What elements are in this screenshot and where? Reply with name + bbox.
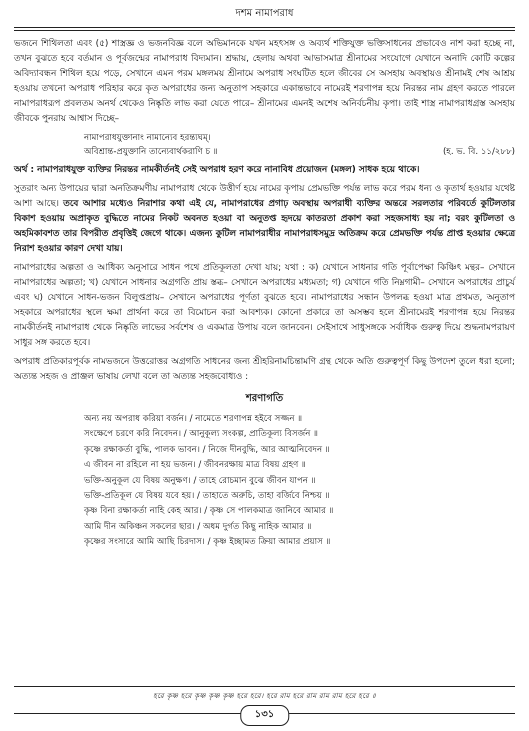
- song-line: কৃষ্ণে রক্ষাকর্তা বুদ্ধি, পালক ভাবন। / নিজে দীনবুদ্ধি, আর আত্মনিবেদন ॥: [84, 444, 330, 455]
- verse-line-2-row: [84, 145, 515, 159]
- page-footer: [14, 686, 515, 723]
- paragraph-hope: [14, 182, 515, 257]
- verse-line-1: নামাপরাধযুক্তানাং নামান্যেব হরন্ত্যঘম্।: [84, 133, 211, 143]
- song-line: এ জীবন না রহিলে না হয় ভজন। / জীবনরক্ষায় মাত্র বিষয় গ্রহণ ॥: [84, 460, 306, 471]
- running-head: দশম নামাপরাধ: [235, 8, 294, 19]
- song-line: ভক্তি-প্রতিকূল যে বিষয় যবে হয়। / তাহাতে অরুচি, তাহা বর্জিবে নিশ্চয় ॥: [84, 491, 330, 502]
- song-line: সংক্ষেপে চরণে করি নিবেদন। / আনুকূল্য সংকল্প, প্রাতিকূল্য বিসর্জন ॥: [84, 429, 318, 440]
- paragraph-advice: অপরাধ প্রতিকারপূর্বক নামভজনে উত্তরোত্তর অগ্রগতি সাধনের জন্য শ্রীহরিনামচিন্তামণি গ্রন্থ থেকে অতি গুরুত্বপূর্ণ কিছু উপদেশ তুলে ধরা হলো; অত্যন্ত সহজ ও প্রাঞ্জল ভাষায় লেখা বলে তা অত্যন্ত সহজবোধ্যও :: [14, 357, 515, 382]
- saranagati-verses: [84, 412, 515, 551]
- song-line: অন্য নয় অপরাধ করিয়া বর্জন। / নামেতে শরণাপন্ন হইবে সজ্জন ॥: [84, 414, 303, 424]
- verse-meaning: অর্থ : নামাপরাধযুক্ত ব্যক্তির নিরন্তর নামকীর্তনই সেই অপরাধ হরণ করে নানাবিধ প্রয়োজন (মঙ্গল) সাধক হয়ে থাকে।: [14, 165, 420, 175]
- sanskrit-verse: [84, 131, 515, 159]
- verse-line-2: অবিশ্রান্ত-প্রযুক্তানি তান্যেবার্থকরাণি চ ॥: [84, 147, 218, 157]
- song-line: কৃষ্ণ বিনা রক্ষাকর্তা নাহি কেহ আর। / কৃষ্ণ সে পালকমাত্র জানিবে আমার ॥: [84, 506, 334, 517]
- paragraph-degrees: নামাপরাধের অল্পতা ও আধিক্য অনুসারে সাধন পথে প্রতিকূলতা দেখা যায়; যথা : ক) যেখানে সাধনার গতি পূর্বাপেক্ষা কিঞ্চিৎ মন্থর– সেখানে নামাপরাধের অল্পতা; খ) যেখানে সাধনার অগ্রগতি প্রায় স্তব্ধ– সেখানে অপরাধের মধ্যমতা; গ) যেখানে গতি নিম্নগামী– সেখানে অপরাধের প্রাচুর্য এবং ঘ) যেখানে সাধন-ভজন বিলুপ্তপ্রায়– সেখানে অপরাধের পূর্ণতা বুঝতে হবে। নামাপরাধের সন্ধান উপলব্ধ হওয়া মাত্র প্রথমত, অনুতাপ সহকারে অপরাধের স্থলে ক্ষমা প্রার্থনা করে তা বিমোচন করা আবশ্যক। কোনো প্রকারে তা অসম্ভব হলে শ্রীনামেরই শরণাপন্ন হয়ে নিরন্তর নামকীর্তনই নামাপরাধ থেকে নিষ্কৃতি লাভের সর্বশেষ ও একমাত্র উপায় বলে জানবেন। সেইসাথে সাধুসঙ্গকে সর্বাধিক গুরুত্ব দিয়ে শুদ্ধনামপরায়ণ সাধুর সঙ্গ করতে হবে।: [14, 263, 515, 348]
- paragraph-intro: ভজনে শিথিলতা এবং (৫) শাস্ত্রজ্ঞ ও ভজনবিজ্ঞ বলে অভিমানকে যখন মহৎসঙ্গ ও অব্যর্থ শক্তিযুক্ত ভক্তিসাধনের প্রভাবেও নাশ করা হচ্ছে না, তখন বুঝতে হবে বর্তমান ও পূর্বজন্মের নামাপরাধ বিদ্যমান। শ্রদ্ধায়, হেলায় অথবা আভাসমাত্র শ্রীনামের সংযোগে যেখানে অনাদি কোটি কল্পের অবিদ্যাবন্ধন শিথিল হয়ে পড়ে, সেখানে এমন পরম মঙ্গলময় শ্রীনামে অপরাধ সংঘটিত হলে জীবের সে অসহায় অবস্থায়ও শ্রীনামই শেষ আশ্রয় হওয়ায় তখনো অপরাধ পরিহার করে কৃত অপরাধের জন্য অনুতাপ সহকারে একান্তভাবে নামেরই শরণাপন্ন হয়ে নিরন্তর নাম গ্রহণ করতে পারলে নামাপরাধরূপ প্রবলতম অনর্থ থেকেও নিষ্কৃতি লাভ করা যেতে পারে– শ্রীনামের এমনই অশেষ অনির্বচনীয় কৃপা। তাই শাস্ত্র নামাপরাধগ্রস্ত অসহায় জীবকে পুনরায় আশ্বাস দিচ্ছে–: [14, 39, 515, 124]
- header-rule: [14, 27, 515, 31]
- section-title-saranagati: শরণাগতি: [245, 393, 284, 404]
- paragraph-hope-normal: সুতরাং অন্য উপায়ের দ্বারা অনতিক্রমণীয় নামাপরাধ থেকে উত্তীর্ণ হয়ে নামের কৃপায় প্রেমভক্তি পর্যন্ত লাভ করে পরম ধন্য ও কৃতার্থ হওয়ার যথেষ্ট আশা আছে।: [14, 184, 515, 209]
- song-line: ভক্তি-অনুকূল যে বিষয় অনুক্ষণ। / তাহে রোচমান বুঝে জীবন যাপন ॥: [84, 475, 316, 486]
- verse-reference: (হ. ভ. বি. ১১/২৮৮): [442, 147, 515, 157]
- footer-rule: [14, 686, 515, 687]
- page-number-row: [14, 705, 515, 723]
- page-number: ১৩১: [240, 705, 289, 726]
- song-line: কৃষ্ণের সংসারে আমি আছি চিরদাস। / কৃষ্ণ ইচ্ছামত ক্রিয়া আমার প্রয়াস ॥: [84, 537, 331, 548]
- mahamantra-footer: হরে কৃষ্ণ হরে কৃষ্ণ কৃষ্ণ কৃষ্ণ হরে হরে। হরে রাম হরে রাম রাম রাম হরে হরে ॥: [153, 692, 376, 700]
- song-line: আমি দীন অকিঞ্চন সকলের ছার। / অধম দুর্গত কিছু নাহিক আমার ॥: [84, 521, 312, 532]
- paragraph-hope-bold: তবে আশার মধ্যেও নিরাশার কথা এই যে, নামাপরাধের প্রগাঢ় অবস্থায় অপরাধী ব্যক্তির অন্তরে সরলতার পরিবর্তে কুটিলতার বিকাশ হওয়ায় অপ্রাকৃত বুদ্ধিতে নামের নিকট অবনত হওয়া বা অনুতপ্ত হৃদয়ে কাতরতা প্রকাশ করা সহজসাধ্য হয় না; বরং কুটিলতা ও অহমিকাবশত তার বিপরীত প্রবৃত্তিই জেগে থাকে। এজন্য কুটিল নামাপরাধীর নামাপরাধসমুদ্র অতিক্রম করে প্রেমভক্তি পর্যন্ত প্রাপ্ত হওয়ার ক্ষেত্রে নিরাশ হওয়ার কারণ দেখা যায়।: [14, 199, 515, 254]
